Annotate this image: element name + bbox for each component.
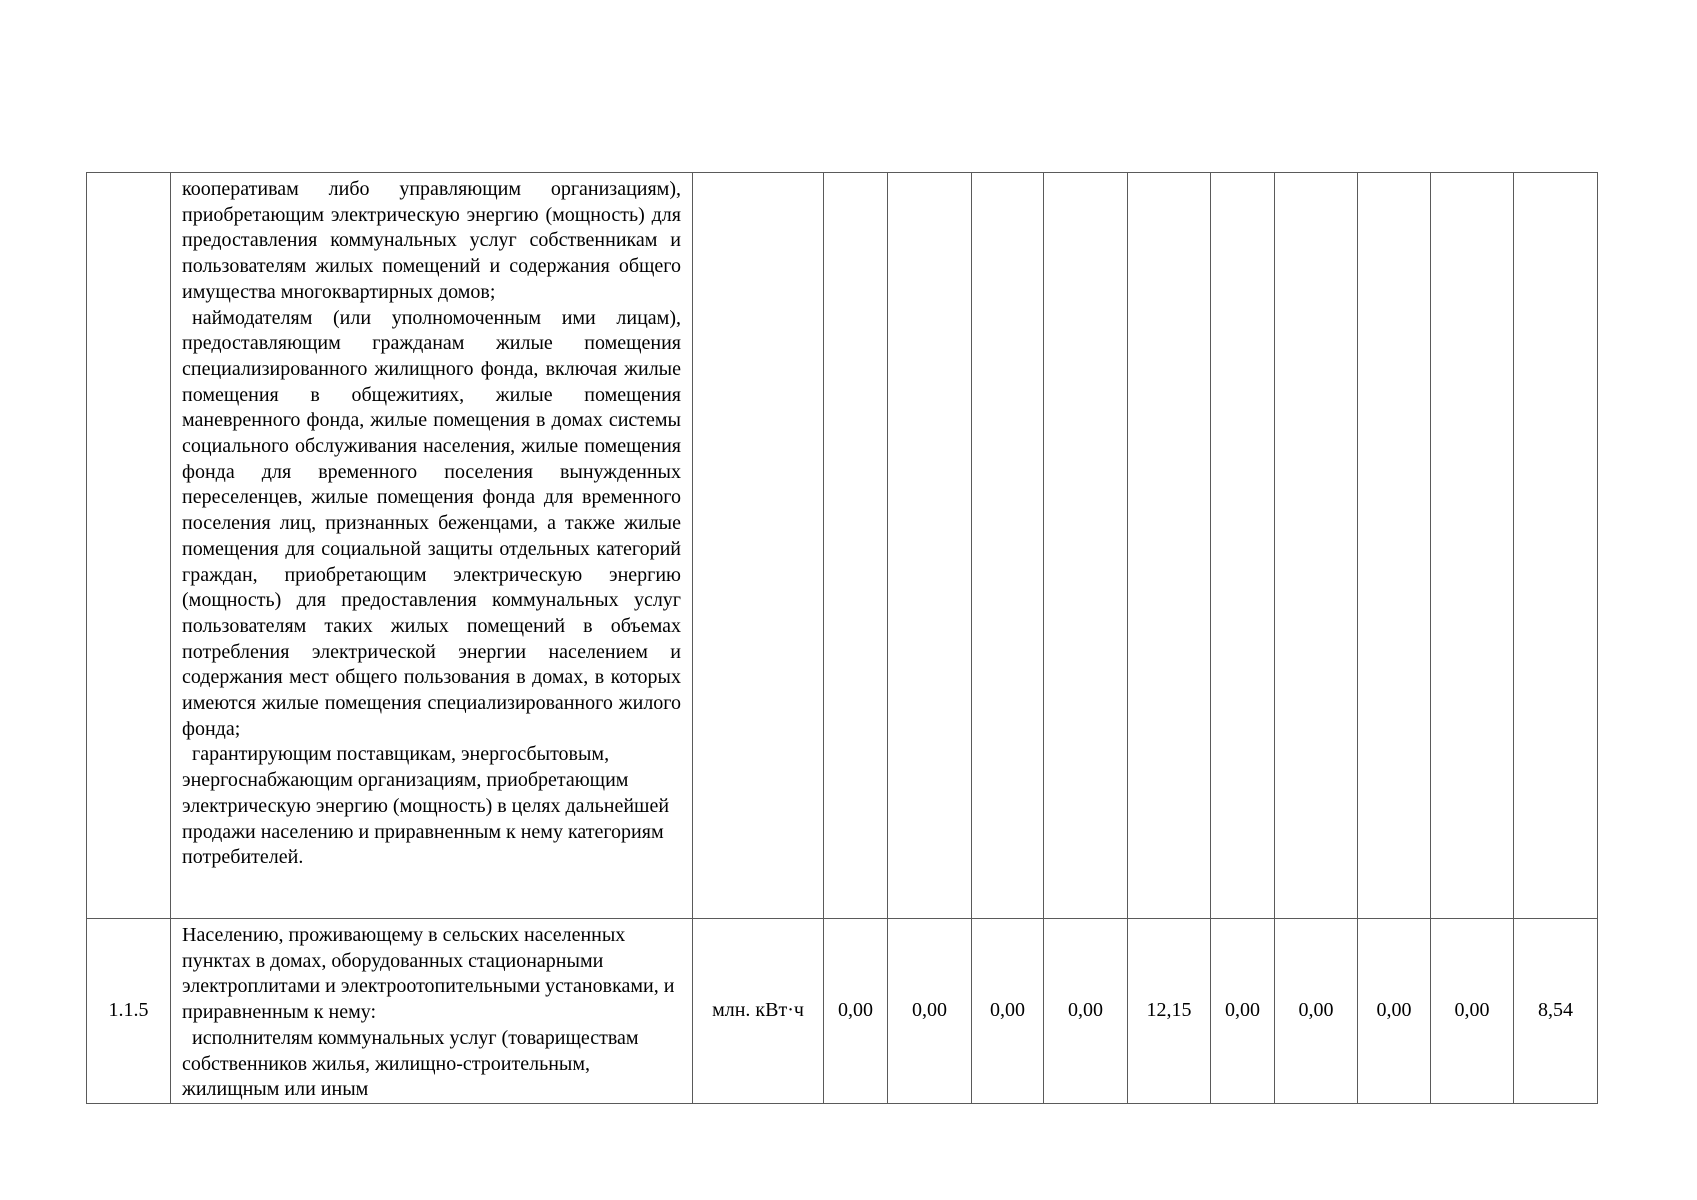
- description-paragraph: Населению, проживающему в сельских населенных пунктах в домах, оборудованных стационарными электроплитами и электроотопительными установками, и приравненным к нему:: [182, 924, 675, 1024]
- value-cell: 0,00: [1044, 919, 1128, 1104]
- value-cell: [1044, 173, 1128, 919]
- row-number-cell: [87, 173, 171, 919]
- description-paragraph: наймодателям (или уполномоченным ими лицам), предоставляющим гражданам жилые помещения специализированного жилищного фонда, включая жилые помещения в общежитиях, жилые помещения маневренного фонда, жилые помещения в домах системы социального обслуживания населения, жилые помещения фонда для временного поселения вынужденных переселенцев, жилые помещения фонда для временного поселения лиц, признанных беженцами, а также жилые помещения для социальной защиты отдельных категорий граждан, приобретающим электрическую энергию (мощность) для предоставления коммунальных услуг пользователям таких жилых помещений в объемах потребления электрической энергии населением и содержания мест общего пользования в домах, в которых имеются жилые помещения специализированного жилого фонда;: [182, 306, 681, 740]
- table-row: [87, 173, 1598, 919]
- value-cell: 0,00: [972, 919, 1044, 1104]
- row-number-cell: 1.1.5: [87, 919, 171, 1104]
- description-paragraph: гарантирующим поставщикам, энергосбытовым, энергоснабжающим организациям, приобретающим электрическую энергию (мощность) в целях дальнейшей продажи населению и приравненным к нему категориям потребителей.: [182, 743, 670, 869]
- value-cell: [972, 173, 1044, 919]
- value-cell: [824, 173, 888, 919]
- value-cell: [1275, 173, 1358, 919]
- description-cell: [171, 919, 693, 1104]
- value-cell: 0,00: [1358, 919, 1431, 1104]
- description-cell: [171, 173, 693, 919]
- value-cell: 0,00: [824, 919, 888, 1104]
- value-cell: [1211, 173, 1275, 919]
- value-cell: [1431, 173, 1514, 919]
- description-paragraph: исполнителям коммунальных услуг (товариществам собственников жилья, жилищно-строительным, жилищным или иным: [182, 1026, 639, 1101]
- unit-cell: [693, 173, 824, 919]
- value-cell: 0,00: [1431, 919, 1514, 1104]
- value-cell: 0,00: [888, 919, 972, 1104]
- value-cell: 8,54: [1514, 919, 1598, 1104]
- value-cell: [1358, 173, 1431, 919]
- description-paragraph: кооперативам либо управляющим организациям), приобретающим электрическую энергию (мощность) для предоставления коммунальных услуг собственникам и пользователям жилых помещений и содержания общего имущества многоквартирных домов;: [182, 178, 681, 303]
- value-cell: [1514, 173, 1598, 919]
- unit-cell: млн. кВт·ч: [693, 919, 824, 1104]
- tariff-table: [86, 172, 1598, 1104]
- value-cell: 0,00: [1211, 919, 1275, 1104]
- table-row: [87, 919, 1598, 1104]
- value-cell: 12,15: [1128, 919, 1211, 1104]
- value-cell: [888, 173, 972, 919]
- value-cell: [1128, 173, 1211, 919]
- value-cell: 0,00: [1275, 919, 1358, 1104]
